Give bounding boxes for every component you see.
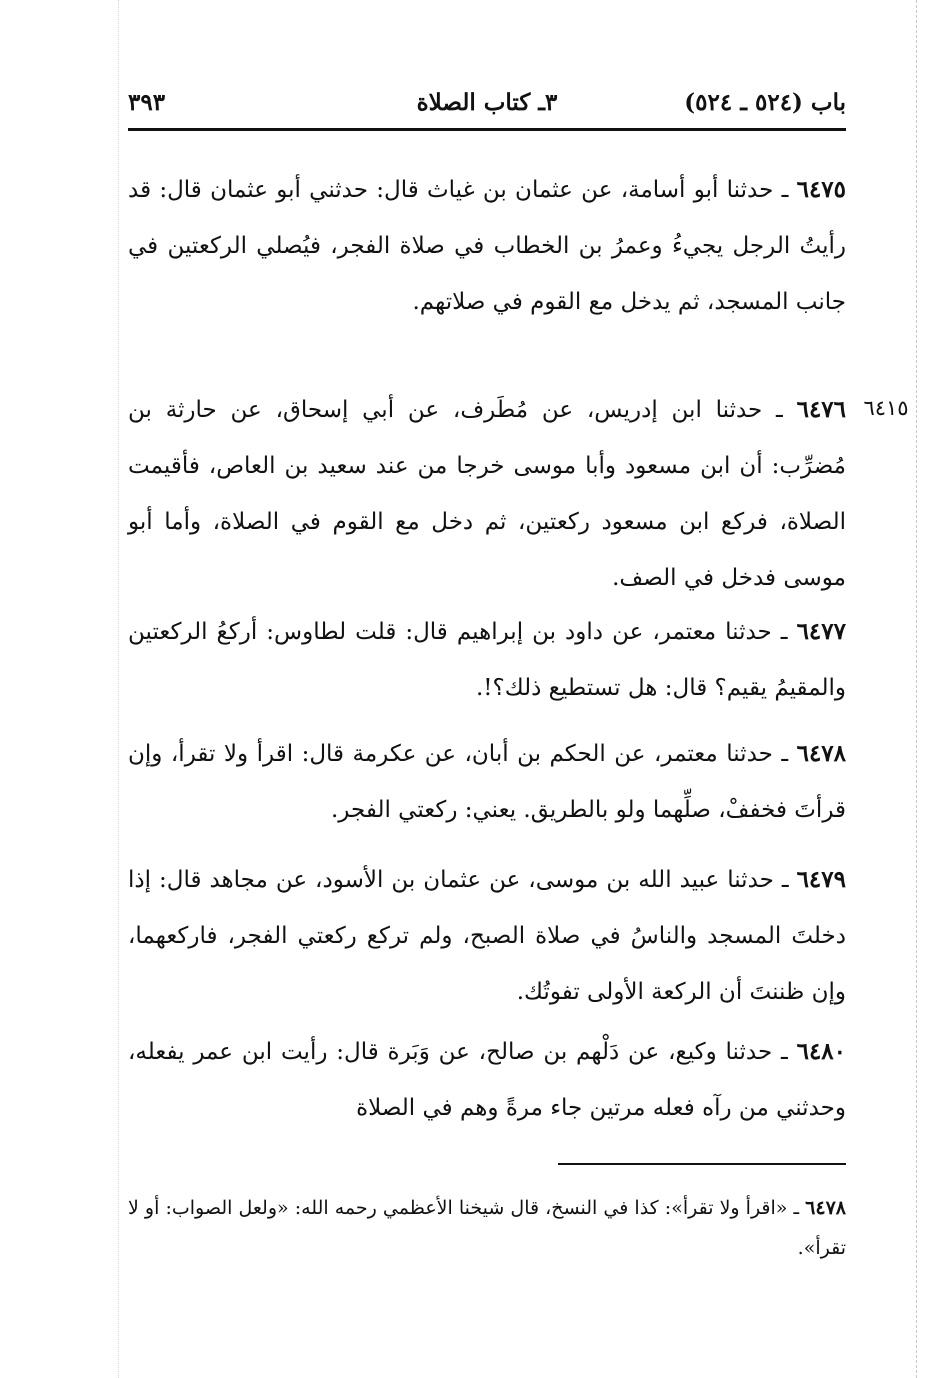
hadith-text: ـ حدثنا معتمر، عن داود بن إبراهيم قال: قلت لطاوس: أركعُ الركعتين والمقيمُ يقيم؟ قال: هل تستطيع ذلك؟!. [128, 619, 846, 701]
hadith-text: ـ حدثنا عبيد الله بن موسى، عن عثمان بن الأسود، عن مجاهد قال: إذا دخلتَ المسجد والناسُ في صلاة الصبح، ولم تركع ركعتي الفجر، فاركعهما، وإن ظننتَ أن الركعة الأولى تفوتُك. [128, 867, 846, 1005]
footnote-number: ٦٤٧٨ [805, 1197, 846, 1219]
page-margin-line-right [916, 0, 917, 1378]
hadith-number: ٦٤٧٩ [796, 866, 846, 893]
hadith-text: ـ حدثنا معتمر، عن الحكم بن أبان، عن عكرمة قال: اقرأ ولا تقرأ، وإن قرأتَ فخففْ، صلِّهما ولو بالطريق. يعني: ركعتي الفجر. [128, 741, 846, 823]
hadith-entry [128, 162, 846, 330]
footnote-separator [558, 1163, 846, 1165]
hadith-entry [128, 1024, 846, 1136]
hadith-number: ٦٤٨٠ [796, 1038, 847, 1065]
hadith-number: ٦٤٧٥ [796, 176, 847, 203]
hadith-number: ٦٤٧٧ [796, 618, 846, 645]
hadith-entry [128, 852, 846, 1020]
hadith-text: ـ حدثنا وكيع، عن دَلْهم بن صالح، عن وَبَرة قال: رأيت ابن عمر يفعله، وحدثني من رآه فعله مرتين جاء مرةً وهم في الصلاة [128, 1039, 846, 1121]
hadith-entry [128, 726, 846, 838]
hadith-number: ٦٤٧٦ [796, 396, 847, 423]
hadith-entry [128, 382, 846, 606]
page-margin-line-left [118, 0, 119, 1378]
running-header [128, 82, 846, 122]
page-number: ٣٩٣ [128, 88, 166, 116]
cross-reference-number: ٦٤١٥ [863, 396, 909, 420]
footnote-text: ـ «اقرأ ولا تقرأ»: كذا في النسخ، قال شيخنا الأعظمي رحمه الله: «ولعل الصواب: أو لا تقرأ». [128, 1197, 846, 1259]
header-rule [128, 128, 846, 131]
footnote [128, 1188, 846, 1268]
hadith-entry [128, 604, 846, 716]
hadith-number: ٦٤٧٨ [796, 740, 847, 767]
hadith-text: ـ حدثنا ابن إدريس، عن مُطَرف، عن أبي إسحاق، عن حارثة بن مُضرِّب: أن ابن مسعود وأبا موسى خرجا من عند سعيد بن العاص، فأقيمت الصلاة، فركع ابن مسعود ركعتين، ثم دخل مع القوم في الصلاة، وأما أبو موسى فدخل في الصف. [128, 397, 846, 591]
chapter-range: باب (٥٢٤ ـ ٥٢٤) [684, 88, 846, 116]
book-title: ٣ـ كتاب الصلاة [416, 88, 558, 116]
hadith-text: ـ حدثنا أبو أسامة، عن عثمان بن غياث قال: حدثني أبو عثمان قال: قد رأيتُ الرجل يجيءُ وعمرُ بن الخطاب في صلاة الفجر، فيُصلي الركعتين في جانب المسجد، ثم يدخل مع القوم في صلاتهم. [128, 177, 846, 315]
